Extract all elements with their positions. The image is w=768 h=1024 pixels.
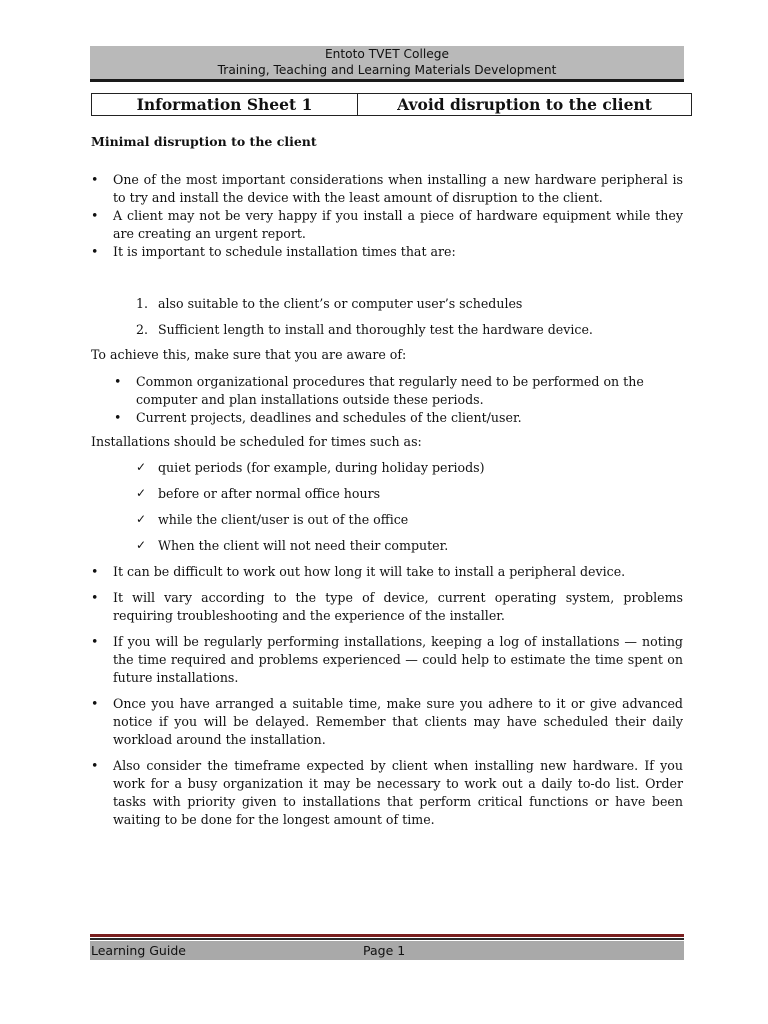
list-item: • It can be difficult to work out how long it will take to install a peripheral device. bbox=[91, 564, 626, 579]
bullet-icon: • bbox=[91, 564, 99, 579]
list-item: • One of the most important considerations when installing a new hardware peripheral is to try and install the device with the least amount of disruption to the client. bbox=[91, 172, 683, 205]
list-item: • Current projects, deadlines and schedules of the client/user. bbox=[114, 410, 522, 425]
bullet-icon: • bbox=[91, 172, 99, 187]
info-sheet-table bbox=[91, 93, 692, 116]
achieve-intro: To achieve this, make sure that you are aware of: bbox=[91, 347, 407, 362]
header-subtitle: Training, Teaching and Learning Materials Development bbox=[217, 63, 557, 77]
list-item: ✓ When the client will not need their computer. bbox=[136, 538, 449, 553]
list-item: 1. also suitable to the client’s or computer user’s schedules bbox=[136, 296, 523, 311]
list-item: • It will vary according to the type of device, current operating system, problems requiring troubleshooting and the experience of the installer. bbox=[91, 590, 683, 623]
header-divider bbox=[90, 79, 684, 82]
bullet-list-intro bbox=[91, 171, 683, 261]
numbered-list bbox=[136, 295, 593, 347]
checkmark-icon: ✓ bbox=[136, 538, 147, 552]
page-footer bbox=[90, 941, 684, 960]
bullet-list-main bbox=[91, 563, 683, 829]
list-item: ✓ while the client/user is out of the office bbox=[136, 512, 409, 527]
bullet-icon: • bbox=[114, 410, 122, 425]
bullet-icon: • bbox=[114, 374, 122, 389]
footer-divider-red bbox=[90, 934, 684, 937]
checkmark-icon: ✓ bbox=[136, 486, 147, 500]
page-number: Page 1 bbox=[363, 943, 406, 958]
bullet-icon: • bbox=[91, 758, 99, 773]
footer-divider-dark bbox=[90, 938, 684, 940]
section-heading: Minimal disruption to the client bbox=[91, 134, 317, 149]
bullet-icon: • bbox=[91, 208, 99, 223]
list-item: • It is important to schedule installation times that are: bbox=[91, 244, 456, 259]
info-sheet-label: Information Sheet 1 bbox=[92, 94, 358, 115]
list-item: 2. Sufficient length to install and thoroughly test the hardware device. bbox=[136, 322, 593, 337]
page-header bbox=[90, 46, 684, 79]
checkmark-icon: ✓ bbox=[136, 460, 147, 474]
bullet-icon: • bbox=[91, 696, 99, 711]
list-item: • Also consider the timeframe expected by client when installing new hardware. If you work for a busy organization it may be necessary to work out a daily to-do list. Order tasks with priority given to installations that perform critical functions or have been waiting to be done for the longest amount of time. bbox=[91, 758, 683, 827]
list-item: • A client may not be very happy if you install a piece of hardware equipment while they are creating an urgent report. bbox=[91, 208, 683, 241]
info-sheet-topic: Avoid disruption to the client bbox=[397, 95, 652, 114]
footer-guide-label: Learning Guide bbox=[91, 943, 186, 958]
bullet-icon: • bbox=[91, 244, 99, 259]
list-item: • Once you have arranged a suitable time, make sure you adhere to it or give advanced notice if you will be delayed. Remember that clients may have scheduled their daily workload around the installation. bbox=[91, 696, 683, 747]
list-item: ✓ quiet periods (for example, during holiday periods) bbox=[136, 460, 485, 475]
check-list bbox=[136, 459, 485, 563]
list-item: ✓ before or after normal office hours bbox=[136, 486, 381, 501]
bullet-icon: • bbox=[91, 590, 99, 605]
header-college: Entoto TVET College bbox=[324, 47, 450, 61]
checkmark-icon: ✓ bbox=[136, 512, 147, 526]
bullet-icon: • bbox=[91, 634, 99, 649]
list-item: • Common organizational procedures that regularly need to be performed on the computer and plan installations outside these periods. bbox=[114, 374, 644, 407]
aware-list bbox=[114, 373, 684, 427]
list-item: • If you will be regularly performing installations, keeping a log of installations — noting the time required and problems experienced — could help to estimate the time spent on future installations. bbox=[91, 634, 683, 685]
schedule-intro: Installations should be scheduled for times such as: bbox=[91, 434, 422, 449]
